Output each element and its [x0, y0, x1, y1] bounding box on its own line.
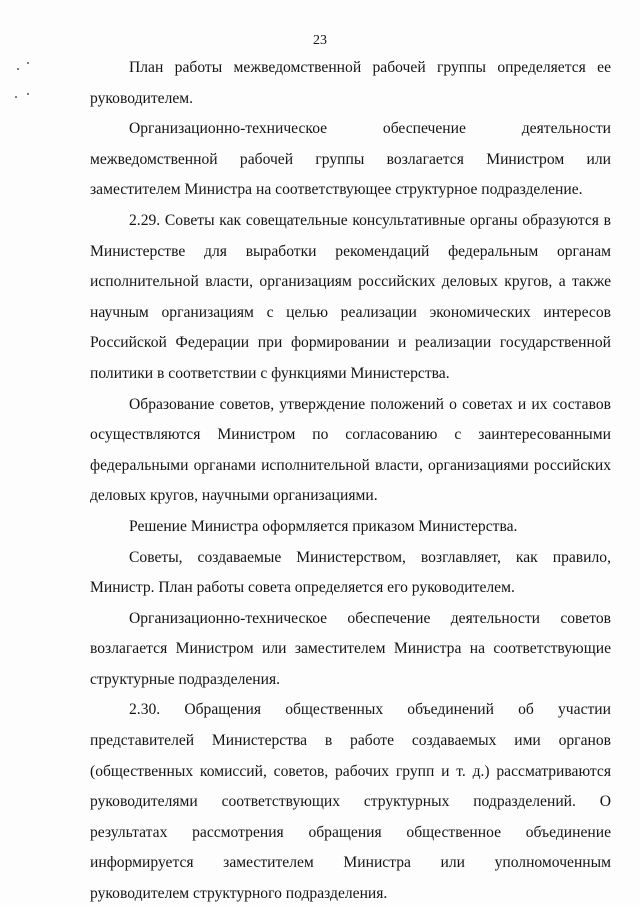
document-body — [90, 53, 611, 910]
scan-speck — [27, 62, 29, 64]
paragraph-council-support: Организационно-техническое обеспечение деятельности советов возлагается Министром или заместителем Министра на соответствующие структурные подразделения. — [90, 609, 611, 688]
paragraph-2-30-appeals: 2.30. Обращения общественных объединений об участии представителей Министерства в работе создаваемых ими органов (общественных комиссий, советов, рабочих групп и т. д.) рассматриваются руководителями соответствующих структурных подразделений. О результатах рассмотрения обращения общественное объединение информируется заместителем Министра или уполномоченным руководителем структурного подразделения. — [90, 701, 611, 903]
paragraph-2-29-councils: 2.29. Советы как совещательные консультативные органы образуются в Министерстве для выработки рекомендаций федеральным органам исполнительной власти, организациям российских деловых кругов, а также научным организациям с целью реализации экономических интересов Российской Федерации при формировании и реализации государственной политики в соответствии с функциями Министерства. — [90, 211, 611, 382]
scan-speck — [17, 68, 19, 70]
scan-speck — [15, 96, 17, 98]
paragraph-group-support: Организационно-техническое обеспечение деятельности межведомственной рабочей группы возлагается Министром или заместителем Министра на соответствующее структурное подразделение. — [90, 120, 611, 199]
paragraph-work-plan: План работы межведомственной рабочей группы определяется ее руководителем. — [90, 59, 611, 107]
paragraph-council-head: Советы, создаваемые Министерством, возглавляет, как правило, Министр. План работы совета определяется его руководителем. — [90, 548, 611, 597]
scan-speck — [27, 93, 29, 95]
page-number: 23 — [313, 33, 327, 48]
paragraph-minister-decision: Решение Министра оформляется приказом Министерства. — [129, 517, 518, 535]
paragraph-council-formation: Образование советов, утверждение положений о советах и их составов осуществляются Министром по согласованию с заинтересованными федеральными органами исполнительной власти, организациями российских деловых кругов, научными организациями. — [90, 395, 611, 505]
